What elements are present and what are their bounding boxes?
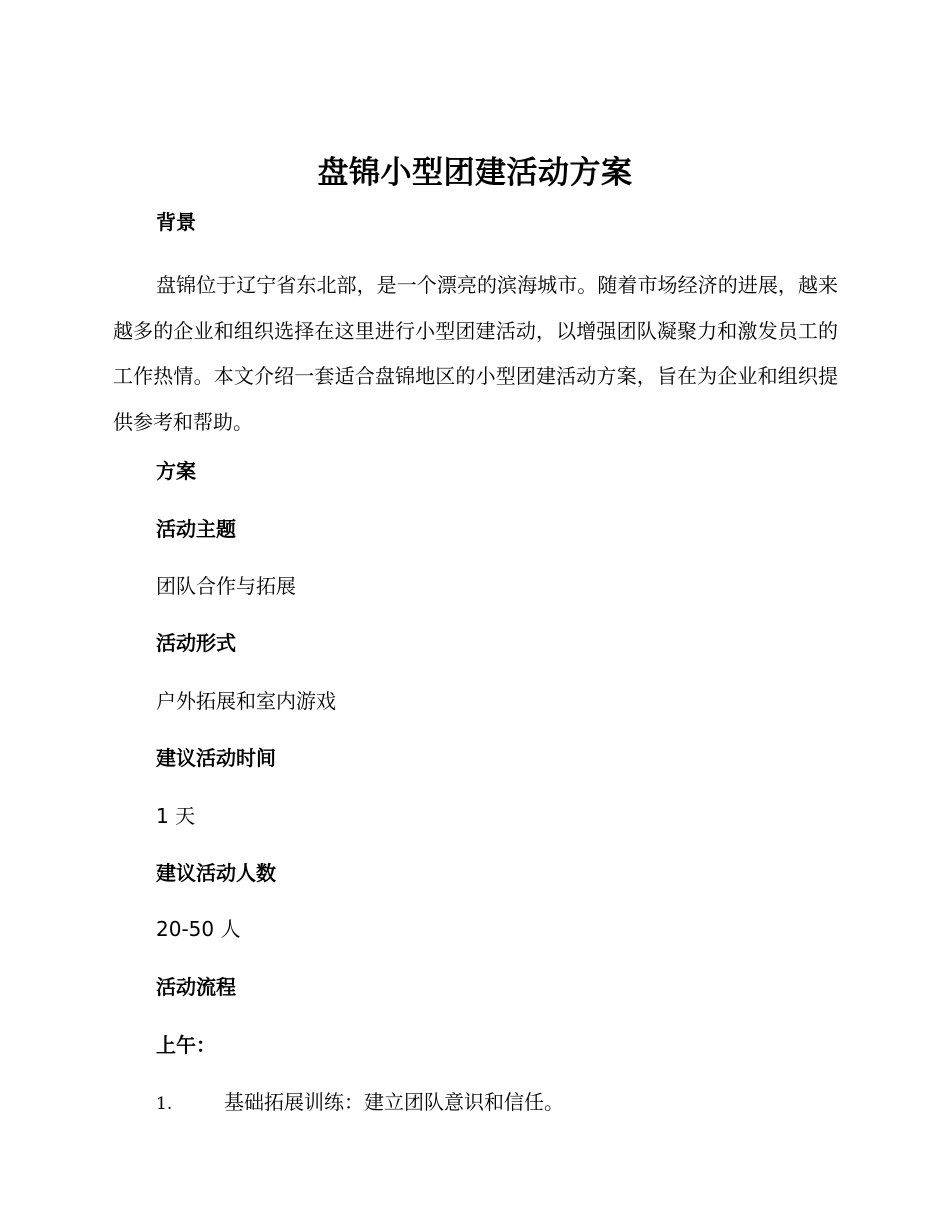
morning-heading: 上午： [156,1033,216,1057]
document-title: 盘锦小型团建活动方案 [317,155,633,191]
list-item-number: 1. [156,1094,173,1114]
list-item-text: 基础拓展训练：建立团队意识和信任。 [224,1090,564,1114]
theme-value: 团队合作与拓展 [156,574,296,598]
background-paragraph: 盘锦位于辽宁省东北部，是一个漂亮的滨海城市。随着市场经济的进展，越来越多的企业和组织选择在这里进行小型团建活动，以增强团队凝聚力和激发员工的工作热情。本文介绍一套适合盘锦地区的小型团建活动方案，旨在为企业和组织提供参考和帮助。 [113,273,838,434]
plan-heading: 方案 [156,459,196,483]
list-item [156,1087,564,1119]
background-heading: 背景 [156,210,196,234]
time-heading: 建议活动时间 [156,746,276,770]
time-value: 1 天 [156,804,196,828]
people-heading: 建议活动人数 [156,861,276,885]
theme-heading: 活动主题 [156,517,236,541]
format-value: 户外拓展和室内游戏 [156,689,336,713]
format-heading: 活动形式 [156,631,236,655]
process-heading: 活动流程 [156,975,236,999]
people-value: 20-50 人 [156,917,241,941]
